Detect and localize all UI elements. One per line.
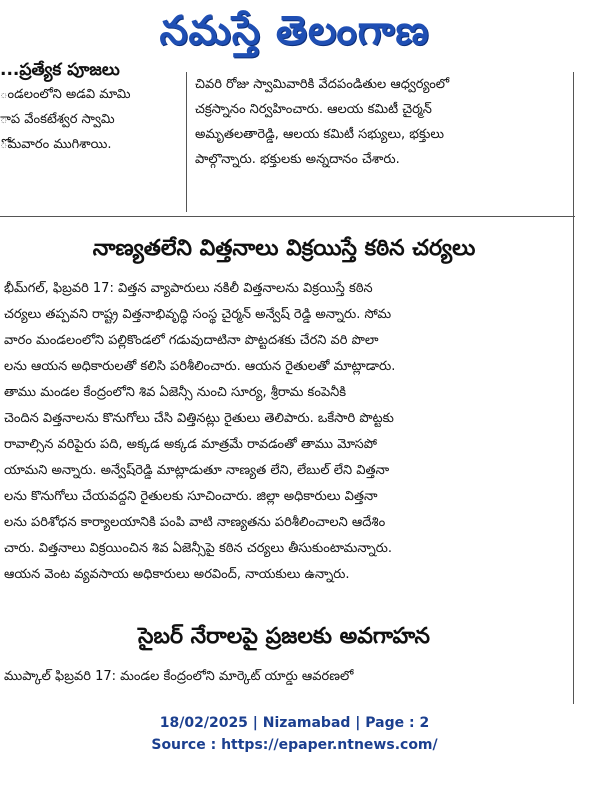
article-body [4,276,564,588]
left-line: ోమవారం ముగిశాయి. [0,137,112,152]
footer [0,712,589,756]
top-strip [0,60,589,217]
right-line: చివరి రోజు స్వామివారికి వేదపండితుల ఆధ్వర్యంలో [195,77,450,92]
body-line: చర్యలు తప్పవని రాష్ట్ర విత్తనాభివృద్ధి సంస్థ చైర్మన్ అన్వేష్ రెడ్డి అన్నారు. సోమ [4,307,392,322]
article-body [4,664,564,690]
article-cyber [4,620,564,690]
body-line: ముప్కాల్ ఫిబ్రవరి 17: మండల కేంద్రంలోని మార్కెట్ యార్డు ఆవరణలో [4,669,354,684]
article-seeds [4,232,564,588]
body-line: చెందిన విత్తనాలను కొనుగోలు చేసి విత్తినట్లు రైతులు తెలిపారు. ఒకేసారి పొట్టకు [4,411,394,426]
right-line: పాల్గొన్నారు. భక్తులకు అన్నదానం చేశారు. [195,152,400,167]
top-left-column [0,60,183,212]
body-line: చారు. విత్తనాలు విక్రయించిన శివ ఏజెన్సీపై కఠిన చర్యలు తీసుకుంటామన్నారు. [4,541,393,556]
left-partial-heading: ...ప్రత్యేక పూజలు [0,60,120,80]
body-line: యామని అన్నారు. అన్వేష్‌రెడ్డి మాట్లాడుతూ నాణ్యత లేని, లేబుల్ లేని విత్తనా [4,463,390,478]
right-line: అమృతలతారెడ్డి, ఆలయ కమిటీ సభ్యులు, భక్తులు [195,127,445,142]
masthead-title: నమస్తే తెలంగాణ [159,8,430,54]
right-border [573,72,574,704]
body-line: లను కొనుగోలు చేయవద్దని రైతులకు సూచించారు. జిల్లా అధికారులు విత్తనా [4,489,378,504]
section-divider [0,216,575,217]
newspaper-clipping [0,60,589,704]
top-right-column [195,72,567,212]
footer-source: Source : https://epaper.ntnews.com/ [151,737,438,753]
column-divider [186,72,187,212]
article-headline: నాణ్యతలేని విత్తనాలు విక్రయిస్తే కఠిన చర్యలు [92,236,476,261]
body-line: వారం మండలంలోని పల్లికొండలో గడువుదాటినా పొట్టదశకు చేరని వరి పొలా [4,333,379,348]
body-line: లను పరిశోధన కార్యాలయానికి పంపి వాటి నాణ్యతను పరిశీలించాలని ఆదేశిం [4,515,386,530]
body-line: లను ఆయన అధికారులతో కలిసి పరిశీలించారు. ఆయన రైతులతో మాట్లాడారు. [4,359,396,374]
right-line: చక్రస్నానం నిర్వహించారు. ఆలయ కమిటీ చైర్మన్ [195,102,432,117]
body-line: రావాల్సిన వరిపైరు పది, అక్కడ అక్కడ మాత్రమే రావడంతో తాము మోసపో [4,437,377,452]
body-line: తాము మండల కేంద్రంలోని శివ ఏజెన్సీ నుంచి సూర్య, శ్రీరామ కంపెనీకి [4,385,347,400]
body-line: ఆయన వెంట వ్యవసాయ అధికారులు అరవింద్, నాయకులు ఉన్నారు. [4,567,350,582]
article-headline: సైబర్ నేరాలపై ప్రజలకు అవగాహన [138,624,430,649]
left-line: ండలంలోని అడవి మామి [0,87,131,102]
footer-date-edition: 18/02/2025 | Nizamabad | Page : 2 [159,715,430,731]
body-line: భీమ్‌గల్, ఫిబ్రవరి 17: విత్తన వ్యాపారులు నకిలీ విత్తనాలను విక్రయిస్తే కఠిన [4,281,373,296]
left-line: ాప వేంకటేశ్వర స్వామి [0,112,115,127]
